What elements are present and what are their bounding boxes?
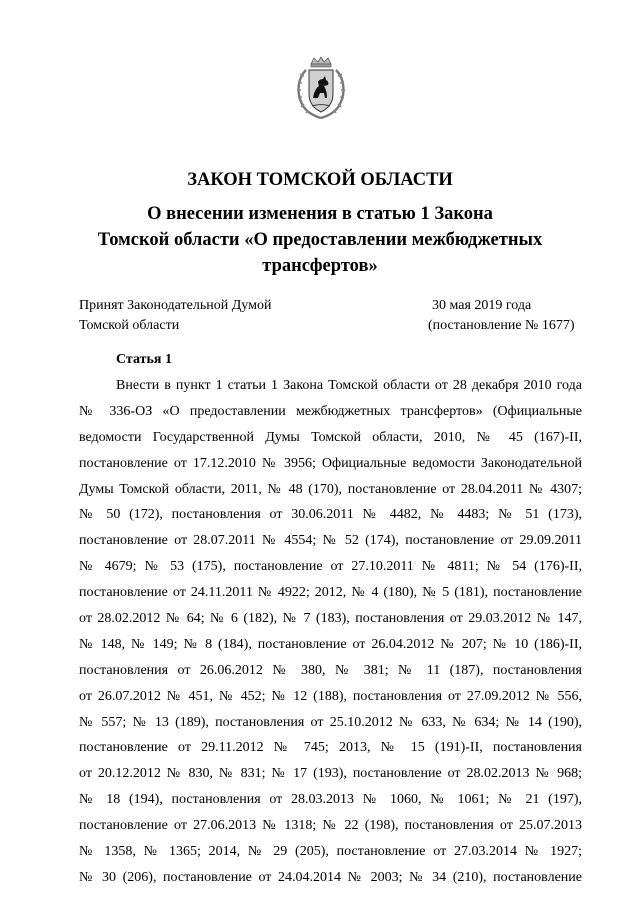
body-line: № 30 (206), постановление от 24.04.2014 № 2003; № 34 (210), постановление	[79, 869, 582, 885]
resolution-number: (постановление № 1677)	[428, 318, 575, 333]
body-line: постановление от 17.12.2010 № 3956; Официальные ведомости Законодательной	[79, 455, 582, 471]
body-line: № 1358, № 1365; 2014, № 29 (205), постановление от 27.03.2014 № 1927;	[79, 844, 582, 860]
adopted-by-block	[79, 296, 271, 336]
body-line: ведомости Государственной Думы Томской области, 2010, № 45 (167)-II,	[79, 429, 582, 445]
adoption-date: 30 мая 2019 года	[432, 298, 532, 313]
article-heading: Статья 1	[116, 352, 172, 367]
law-subtitle-line: трансфертов»	[262, 256, 378, 276]
body-line: от 28.02.2012 № 64; № 6 (182), № 7 (183), постановления от 29.03.2012 № 147,	[79, 611, 582, 627]
body-line: постановление от 27.06.2013 № 1318; № 22 (198), постановления от 25.07.2013	[79, 818, 582, 834]
body-line: № 50 (172), постановления от 30.06.2011 № 4482, № 4483; № 51 (173),	[79, 507, 582, 523]
adopted-by-line: Принят Законодательной Думой	[79, 298, 272, 313]
body-line: от 20.12.2012 № 830, № 831; № 17 (193), постановление от 28.02.2013 № 968;	[79, 766, 582, 782]
body-line: постановление от 28.07.2011 № 4554; № 52 (174), постановление от 29.09.2011	[79, 533, 582, 549]
body-line: № 336-ОЗ «О предоставлении межбюджетных трансфертов» (Официальные	[79, 403, 582, 419]
body-line: № 557; № 13 (189), постановления от 25.10.2012 № 633, № 634; № 14 (190),	[79, 714, 582, 730]
body-line: постановление от 29.11.2012 № 745; 2013, № 15 (191)-II, постановления	[79, 740, 582, 756]
body-line: постановление от 24.11.2011 № 4922; 2012, № 4 (180), № 5 (181), постановление	[79, 585, 582, 601]
body-line: № 4679; № 53 (175), постановление от 27.10.2011 № 4811; № 54 (176)-II,	[79, 559, 582, 575]
body-line: № 18 (194), постановления от 28.03.2013 № 1060, № 1061; № 21 (197),	[79, 792, 582, 808]
body-line: № 148, № 149; № 8 (184), постановление от 26.04.2012 № 207; № 10 (186)-II,	[79, 636, 582, 652]
law-title: ЗАКОН ТОМСКОЙ ОБЛАСТИ	[187, 170, 453, 190]
article-body	[79, 373, 582, 891]
adopted-by-line: Томской области	[79, 318, 180, 333]
law-subtitle-line: Томской области «О предоставлении межбюджетных	[97, 230, 543, 250]
body-line: Внести в пункт 1 статьи 1 Закона Томской области от 28 декабря 2010 года	[116, 378, 582, 393]
coat-of-arms-icon	[294, 56, 348, 122]
law-subtitle-line: О внесении изменения в статью 1 Закона	[147, 204, 493, 224]
body-line: Думы Томской области, 2011, № 48 (170), постановление от 28.04.2011 № 4307;	[79, 481, 582, 497]
body-line: от 26.07.2012 № 451, № 452; № 12 (188), постановления от 27.09.2012 № 556,	[79, 688, 582, 704]
adoption-date-block	[428, 296, 575, 336]
body-line: постановления от 26.06.2012 № 380, № 381; № 11 (187), постановления	[79, 662, 582, 678]
